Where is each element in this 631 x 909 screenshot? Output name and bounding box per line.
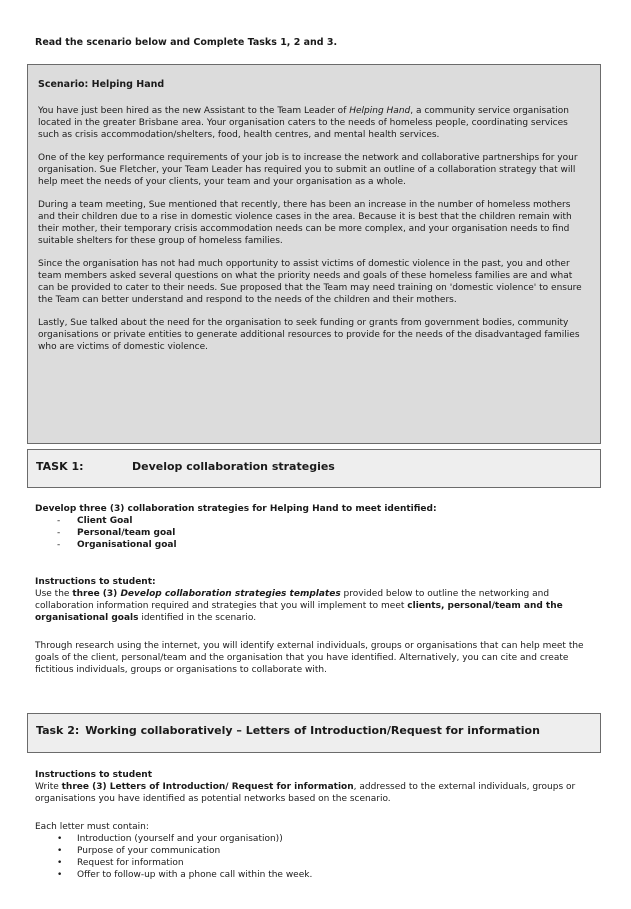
list-item: • Request for information [57, 857, 600, 869]
scenario-paragraph-5: Lastly, Sue talked about the need for the organisation to seek funding or grants from government bodies, community organisations or private entities to generate additional resources to provide for the needs of the disadvantaged families who are victims of domestic violence. [38, 318, 580, 352]
task1-research-text: Through research using the internet, you will identify external individuals, groups or organisations that can help meet the goals of the client, personal/team and the organisation that you have identified. Alternatively, you can cite and create fictitious individuals, groups or organisations to collaborate with. [35, 641, 584, 675]
goal-list [35, 515, 600, 551]
list-item: • Purpose of your communication [57, 845, 600, 857]
org-name: Helping Hand [349, 106, 411, 116]
scenario-paragraph-4: Since the organisation has not had much opportunity to assist victims of domestic violence in the past, you and other team members asked several questions on what the priority needs and goals of these homeless families are and what can be provided to cater to their needs. Sue proposed that the Team may need training on 'domestic violence' to ensure the Team can better understand and respond to the needs of the children and their mothers. [38, 259, 582, 305]
scenario-paragraph-3: During a team meeting, Sue mentioned that recently, there has been an increase in the number of homeless mothers and their children due to a rise in domestic violence cases in the area. Because it is best that the children remain with their mother, their temporary crisis accommodation needs can be more complex, and your organisation needs to find suitable shelters for these group of homeless families. [38, 200, 572, 246]
task2-title: Working collaboratively – Letters of Introduction/Request for information [85, 724, 540, 737]
task2-header [27, 713, 601, 753]
list-item: - Client Goal [57, 515, 600, 527]
intro-instruction: Read the scenario below and Complete Tasks 1, 2 and 3. [35, 37, 338, 48]
task1-label: TASK 1: [36, 460, 84, 473]
task1-lead: Develop three (3) collaboration strategies for Helping Hand to meet identified: [35, 504, 437, 514]
task1-title: Develop collaboration strategies [132, 460, 335, 473]
scenario-box [27, 64, 601, 444]
scenario-paragraph-2: One of the key performance requirements of your job is to increase the network and collaborative partnerships for your organisation. Sue Fletcher, your Team Leader has required you to submit an outline of a collaboration strategy that will help meet the needs of your clients, your team and your organisation as a whole. [38, 153, 578, 187]
task1-instructions-heading: Instructions to student: [35, 577, 156, 587]
task1-instructions [35, 576, 600, 624]
scenario-title: Scenario: Helping Hand [38, 79, 165, 90]
task2-instructions [35, 769, 600, 805]
task1-lead-section [35, 503, 600, 551]
list-item: • Introduction (yourself and your organisation)) [57, 833, 600, 845]
scenario-paragraph-1: You have just been hired as the new Assistant to the Team Leader of Helping Hand, a community service organisation located in the greater Brisbane area. Your organisation caters to the needs of homeless people, coordinating services such as crisis accommodation/shelters, food, health centres, and mental health services. [38, 106, 569, 140]
task2-letter-requirements [35, 821, 600, 881]
task1-header [27, 449, 601, 488]
list-item: - Organisational goal [57, 539, 600, 551]
list-item: • Offer to follow-up with a phone call within the week. [57, 869, 600, 881]
task2-instructions-heading: Instructions to student [35, 770, 153, 780]
list-item: - Personal/team goal [57, 527, 600, 539]
task1-instructions-text: Use the three (3) Develop collaboration strategies templates provided below to outline the networking and collaboration information required and strategies that you will implement to meet clients, personal/team and the organisational goals identified in the scenario. [35, 589, 563, 623]
task2-instructions-text: Write three (3) Letters of Introduction/ Request for information, addressed to the external individuals, groups or organisations you have identified as potential networks based on the scenario. [35, 782, 576, 804]
task2-label: Task 2: [36, 724, 80, 737]
letter-list [35, 833, 600, 881]
letter-lead: Each letter must contain: [35, 822, 149, 832]
